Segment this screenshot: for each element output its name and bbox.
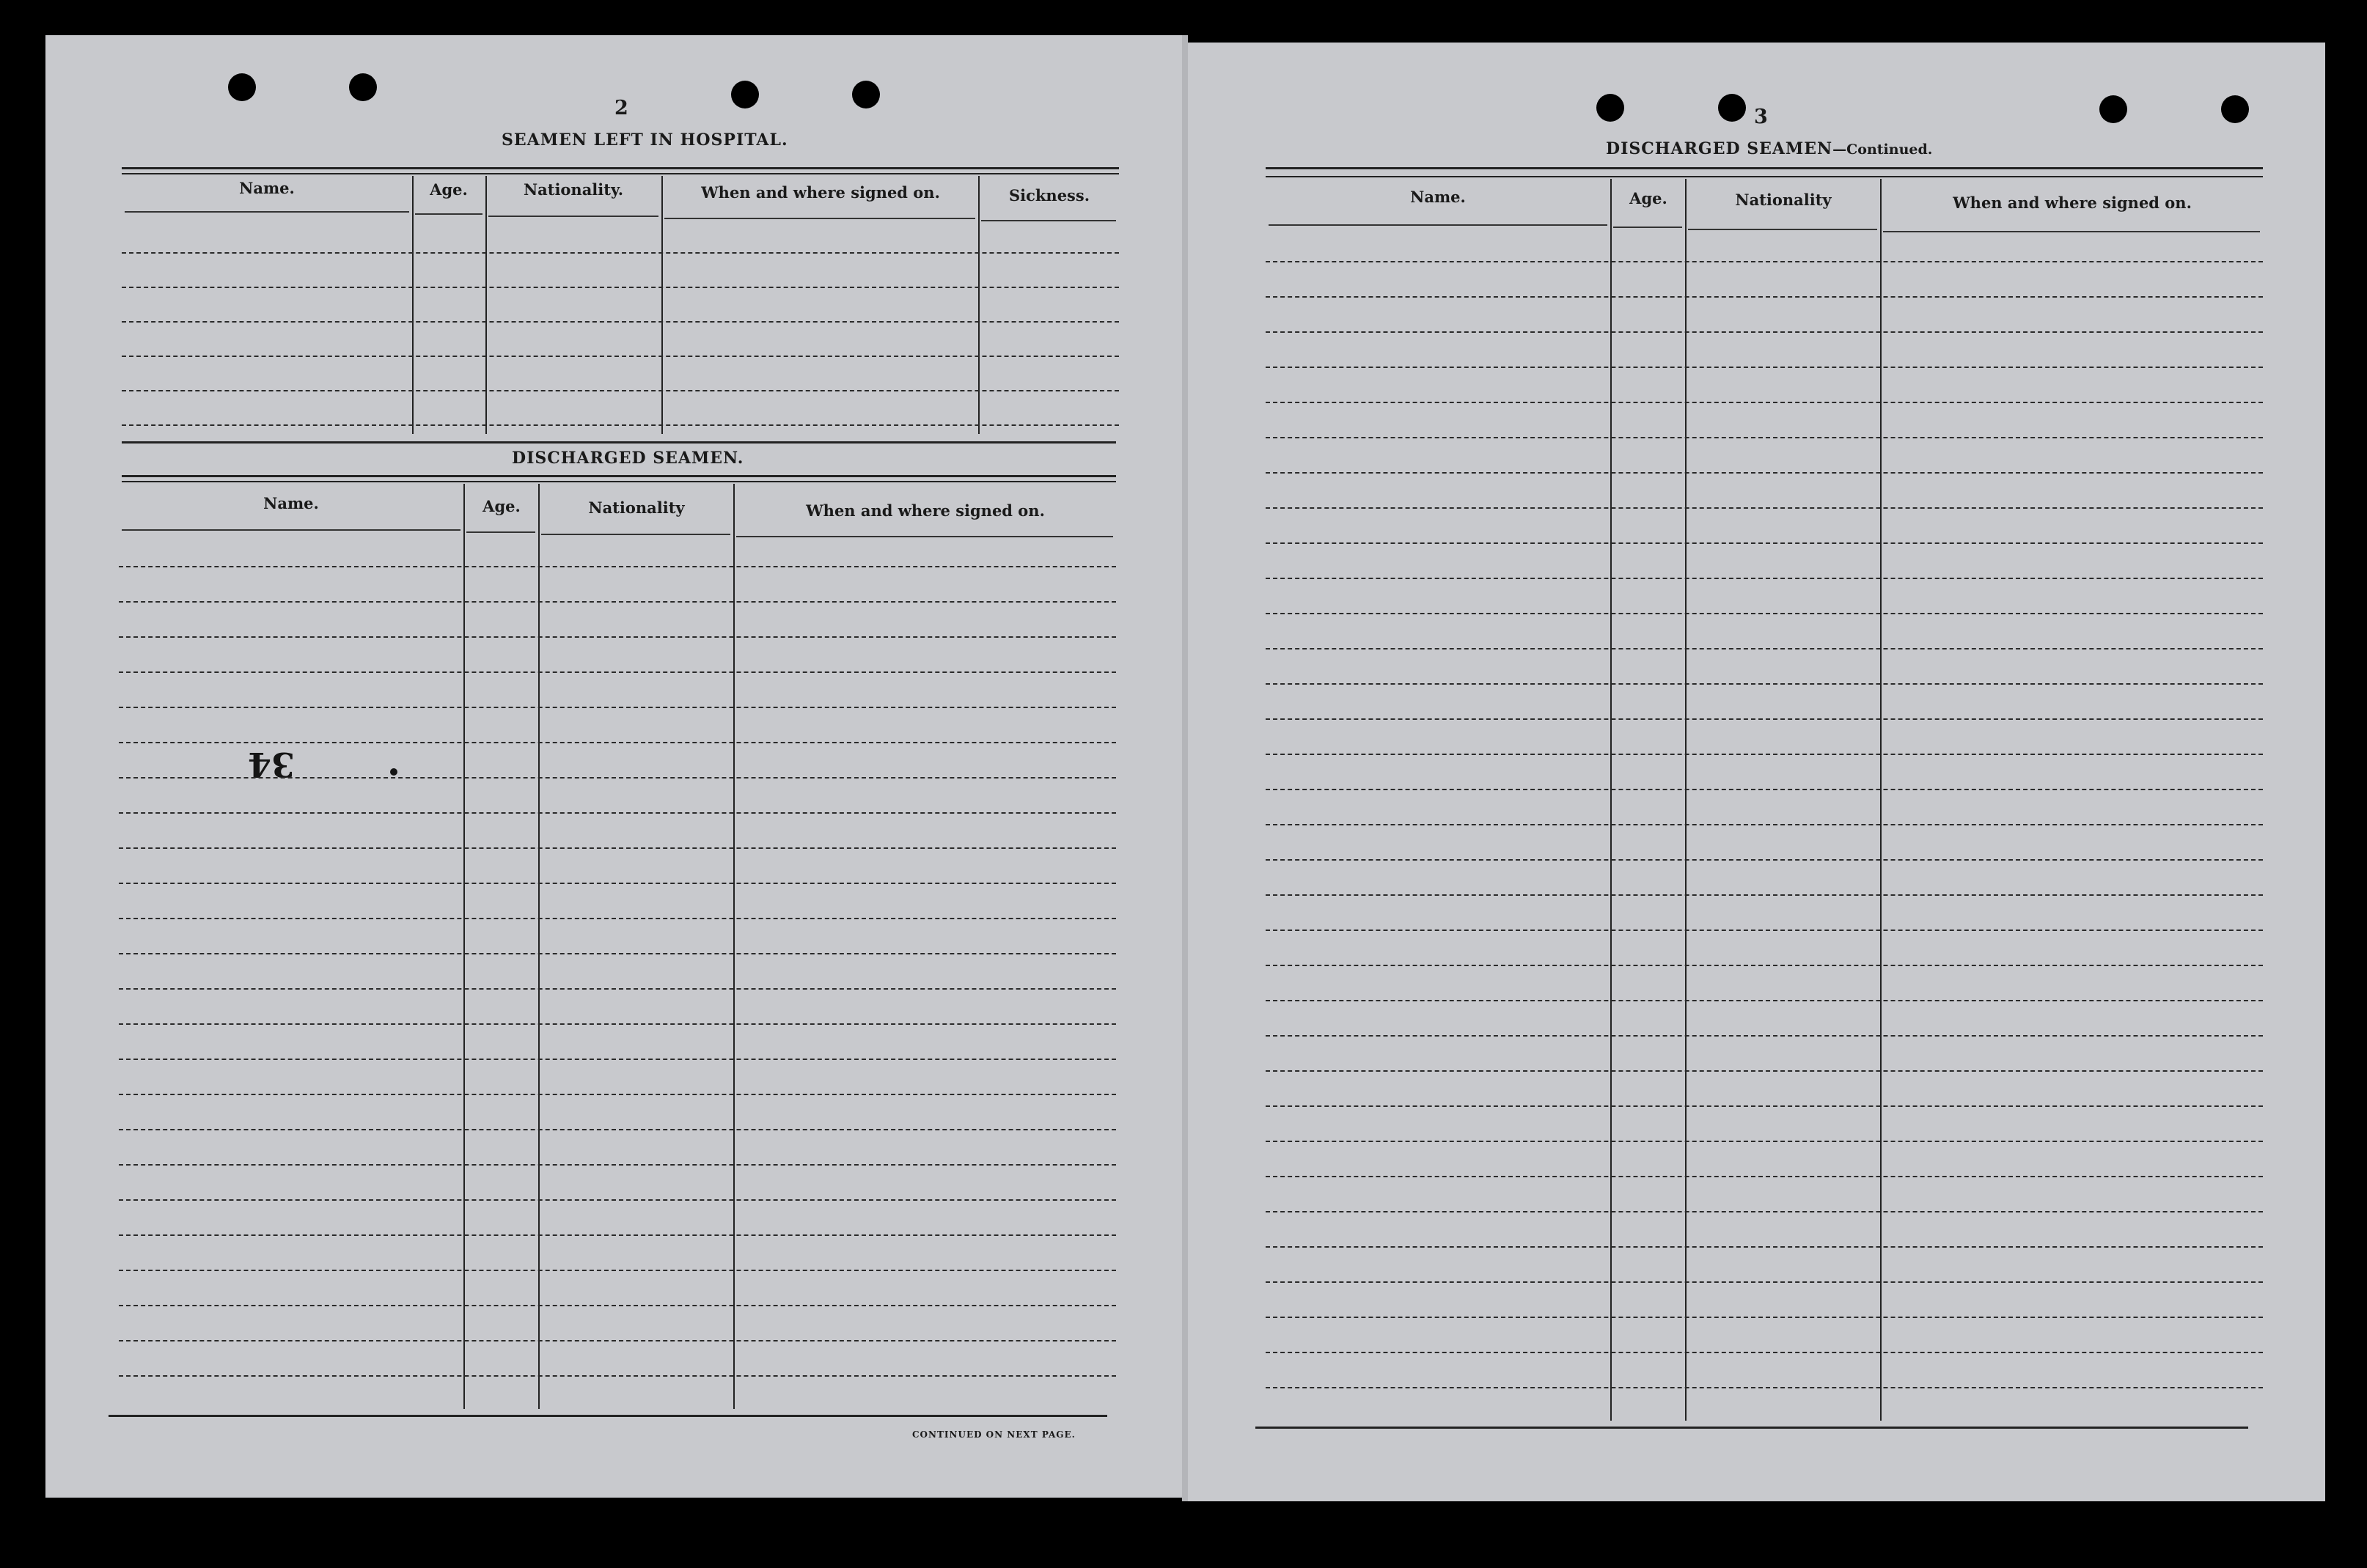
entry-row-line	[119, 883, 1116, 884]
entry-row-line	[1266, 613, 2263, 614]
column-divider	[1610, 179, 1612, 1421]
section-rule	[122, 481, 1116, 482]
section-rule	[1266, 176, 2263, 177]
section-title-hospital: SEAMEN LEFT IN HOSPITAL.	[502, 130, 788, 150]
entry-row-line	[119, 1234, 1116, 1236]
binder-hole	[1596, 94, 1624, 122]
entry-row-line	[1266, 1141, 2263, 1142]
entry-row-line	[122, 252, 1119, 254]
entry-row-line	[1266, 367, 2263, 368]
section-title-text: DISCHARGED SEAMEN	[1606, 139, 1833, 158]
column-header-name: Name.	[239, 179, 295, 197]
ink-dot	[390, 768, 397, 776]
entry-row-line	[1266, 331, 2263, 333]
entry-row-line	[122, 321, 1119, 323]
binder-hole	[349, 73, 377, 101]
entry-row-line	[119, 847, 1116, 849]
column-header-signed-on: When and where signed on.	[1953, 194, 2192, 212]
entry-row-line	[1266, 754, 2263, 755]
column-divider	[978, 176, 980, 434]
handwritten-mark: 34	[248, 745, 296, 784]
column-header-age: Age.	[482, 497, 521, 515]
column-header-age: Age.	[430, 180, 468, 199]
entry-row-line	[119, 1375, 1116, 1377]
entry-row-line	[1266, 789, 2263, 790]
entry-row-line	[1266, 1176, 2263, 1177]
section-rule	[1266, 167, 2263, 169]
entry-row-line	[1266, 648, 2263, 649]
header-underline	[1613, 227, 1682, 228]
column-header-age: Age.	[1629, 189, 1667, 207]
entry-row-line	[119, 707, 1116, 708]
entry-row-line	[1266, 1281, 2263, 1283]
entry-row-line	[1266, 894, 2263, 896]
entry-row-line	[1266, 1070, 2263, 1072]
column-header-nationality: Nationality.	[523, 180, 624, 199]
entry-row-line	[1266, 1352, 2263, 1353]
entry-row-line	[119, 1270, 1116, 1271]
header-underline	[125, 211, 409, 213]
entry-row-line	[119, 1164, 1116, 1166]
header-underline	[541, 534, 730, 535]
page-number: 3	[1754, 106, 1768, 128]
bottom-rule	[1255, 1427, 2248, 1429]
entry-row-line	[1266, 472, 2263, 474]
left-page	[45, 35, 1185, 1498]
header-underline	[736, 536, 1113, 537]
binder-hole	[228, 73, 256, 101]
column-divider	[661, 176, 663, 434]
entry-row-line	[119, 953, 1116, 954]
column-divider	[1880, 179, 1882, 1421]
column-header-sickness: Sickness.	[1008, 186, 1090, 205]
entry-row-line	[119, 1094, 1116, 1095]
header-underline	[466, 531, 535, 533]
binder-hole	[1718, 94, 1746, 122]
section-title-suffix: —Continued.	[1832, 141, 1933, 158]
entry-row-line	[1266, 930, 2263, 931]
column-divider	[1685, 179, 1687, 1421]
entry-row-line	[1266, 1035, 2263, 1037]
entry-row-line	[1266, 296, 2263, 298]
entry-row-line	[119, 566, 1116, 567]
column-header-nationality: Nationality	[588, 498, 685, 517]
entry-row-line	[1266, 683, 2263, 685]
entry-row-line	[119, 742, 1116, 743]
entry-row-line	[119, 1340, 1116, 1341]
section-rule	[122, 475, 1116, 477]
entry-row-line	[1266, 1105, 2263, 1107]
entry-row-line	[1266, 437, 2263, 438]
entry-row-line	[1266, 542, 2263, 544]
entry-row-line	[122, 390, 1119, 391]
bottom-rule	[109, 1415, 1107, 1417]
entry-row-line	[1266, 824, 2263, 825]
entry-row-line	[119, 1129, 1116, 1130]
entry-row-line	[119, 1023, 1116, 1025]
entry-row-line	[119, 671, 1116, 673]
entry-row-line	[119, 918, 1116, 919]
header-underline	[664, 218, 975, 219]
column-header-name: Name.	[263, 494, 319, 512]
entry-row-line	[1266, 402, 2263, 403]
header-underline	[1269, 224, 1607, 226]
binder-hole	[2099, 95, 2127, 123]
entry-row-line	[1266, 1211, 2263, 1212]
section-title-discharged-continued	[1606, 139, 1932, 158]
section-rule	[122, 167, 1119, 169]
column-header-nationality: Nationality	[1735, 191, 1832, 209]
entry-row-line	[1266, 1317, 2263, 1318]
entry-row-line	[1266, 578, 2263, 579]
entry-row-line	[1266, 507, 2263, 509]
entry-row-line	[1266, 261, 2263, 262]
header-underline	[488, 216, 658, 217]
header-underline	[1883, 231, 2260, 232]
binder-hole	[731, 81, 759, 108]
page-number: 2	[614, 97, 628, 119]
column-header-name: Name.	[1410, 188, 1466, 206]
entry-row-line	[1266, 859, 2263, 861]
page-fold	[1182, 35, 1188, 1501]
column-header-signed-on: When and where signed on.	[806, 501, 1045, 520]
entry-row-line	[122, 287, 1119, 288]
entry-row-line	[119, 1199, 1116, 1201]
header-underline	[122, 529, 460, 531]
entry-row-line	[119, 601, 1116, 603]
entry-row-line	[1266, 965, 2263, 966]
binder-hole	[2221, 95, 2249, 123]
entry-row-line	[122, 424, 1119, 426]
column-divider	[485, 176, 487, 434]
entry-row-line	[119, 988, 1116, 990]
entry-row-line	[119, 636, 1116, 638]
entry-row-line	[119, 1305, 1116, 1306]
header-underline	[1688, 229, 1877, 230]
entry-row-line	[119, 812, 1116, 814]
entry-row-line	[1266, 1000, 2263, 1001]
binder-hole	[852, 81, 880, 108]
section-rule	[122, 173, 1119, 174]
continued-note: CONTINUED ON NEXT PAGE.	[912, 1429, 1076, 1440]
section-title-discharged: DISCHARGED SEAMEN.	[512, 449, 744, 468]
entry-row-line	[1266, 1246, 2263, 1248]
entry-row-line	[1266, 718, 2263, 720]
section-rule	[122, 441, 1116, 443]
entry-row-line	[119, 777, 1116, 779]
column-header-signed-on: When and where signed on.	[701, 183, 940, 202]
header-underline	[981, 220, 1116, 221]
entry-row-line	[1266, 1387, 2263, 1388]
entry-row-line	[122, 356, 1119, 357]
entry-row-line	[119, 1059, 1116, 1060]
header-underline	[415, 213, 482, 215]
column-divider	[412, 176, 414, 434]
